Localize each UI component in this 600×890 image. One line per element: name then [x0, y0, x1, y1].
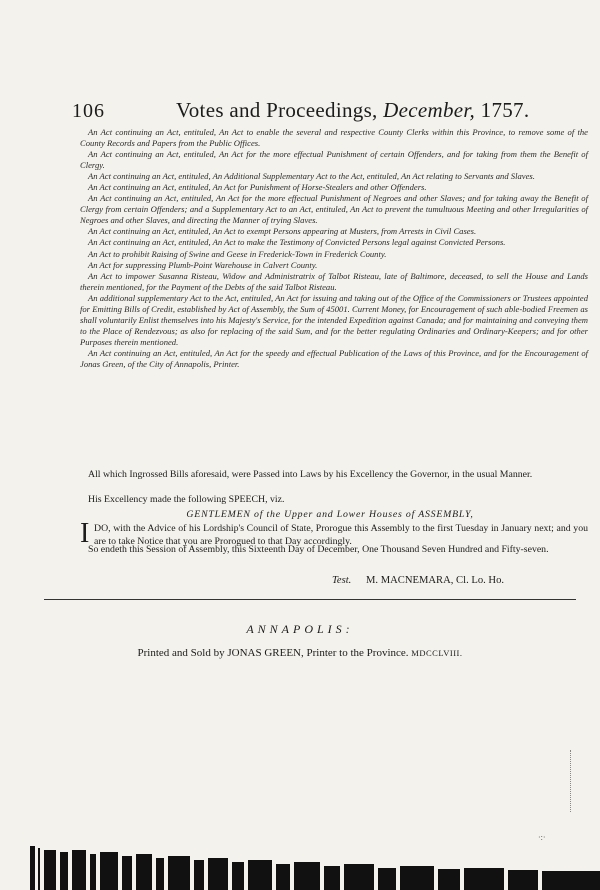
teste-label: Test. [332, 575, 352, 586]
act-entry: An Act continuing an Act, entituled, An Additional Supplementary Act to the Act, entituled, An Act relating to Servants and Slaves. [88, 171, 535, 182]
act-entry: An additional supplementary Act to the Act, entituled, An Act for issuing and taking out of the Office of the Commissioners or Trustees appointed for Emitting Bills of Credit, established by Act of Assembly, the Sum of 45001. Current Money, for Encouragement of such able-bodied Freemen as shall voluntarily Enlist themselves into his Majesty's Service, for the intended Expedition against Canada; and for maintaining and conveying them to the Place of Rendezvous; as also for replacing of the said Sum, and for the better regulating Ordinaries and Ordinary-Keepers; and for other Purposes therein mentioned. [80, 292, 588, 347]
page-header [72, 98, 582, 124]
running-title [176, 98, 529, 123]
binding-stitch-marks [0, 842, 600, 890]
corner-mark: ·:· [538, 833, 546, 842]
acts-list [80, 127, 588, 370]
act-entry: An Act for suppressing Plumb-Point Warehouse in Calvert County. [88, 259, 318, 270]
act-entry: An Act continuing an Act, entituled, An Act to exempt Persons appearing at Musters, from Arrests in Civil Cases. [88, 226, 477, 237]
running-title-year: 1757. [480, 98, 530, 122]
running-title-main: Votes and Proceedings, [176, 98, 378, 122]
margin-dots [570, 750, 577, 812]
act-entry: An Act to impower Susanna Risteau, Widow and Administratrix of Talbot Risteau, late of Baltimore, deceased, to sell the House and Lands therein mentioned, for the Payment of the Debts of the said Talbot Risteau. [80, 270, 588, 292]
imprint-printer: Printed and Sold by JONAS GREEN, Printer to the Province. [137, 647, 409, 659]
act-entry: An Act continuing an Act, entituled, An Act for Punishment of Horse-Stealers and other Offenders. [88, 182, 427, 193]
act-entry: An Act to prohibit Raising of Swine and Geese in Frederick-Town in Frederick County. [88, 248, 387, 259]
attestation [332, 575, 504, 586]
running-title-month: December, [383, 98, 476, 122]
act-entry: An Act continuing an Act, entituled, An Act for the more effectual Punishment of certain Offenders, and for taking from them the Benefit of Clergy. [80, 149, 588, 171]
speech-body: DO, with the Advice of his Lordship's Council of State, Prorogue this Assembly to the first Tuesday in January next; and you are to take Notice that you are Prorogued to that Day accordingly. [94, 523, 588, 547]
binding-edge [0, 842, 600, 890]
act-entry: An Act continuing an Act, entituled, An Act to make the Testimony of Convicted Persons legal against Convicted Persons. [88, 237, 506, 248]
signatory-name: M. MACNEMARA, Cl. Lo. Ho. [366, 575, 505, 586]
speech-salutation: GENTLEMEN of the Upper and Lower Houses of ASSEMBLY, [186, 509, 474, 520]
session-end-paragraph: So endeth this Session of Assembly, this Sixteenth Day of December, One Thousand Seven Hundred and Fifty-seven. [88, 544, 549, 555]
page-number: 106 [72, 100, 105, 122]
act-entry: An Act continuing an Act, entituled, An Act for the more effectual Punishment of Negroes and other Slaves; and for taking away the Benefit of Clergy from certain Offenders; and a Supplementary Act to an Act, entituled, An Act to prevent the tumultuous Meeting and other Irregularities of Negroes and other Slaves, and directing the Manner of trying Slaves. [80, 193, 588, 226]
imprint-year: MDCCLVIII. [411, 648, 463, 658]
passed-into-laws-paragraph: All which Ingrossed Bills aforesaid, were Passed into Laws by his Excellency the Governor, in the usual Manner. [88, 469, 533, 480]
horizontal-rule [44, 599, 576, 600]
imprint-city: ANNAPOLIS: [246, 622, 354, 636]
act-entry: An Act continuing an Act, entituled, An Act for the speedy and effectual Publication of the Laws of this Province, and for the Encouragement of Jonas Green, of the City of Annapolis, Printer. [80, 347, 588, 369]
act-entry: An Act continuing an Act, entituled, An Act to enable the several and respective County Clerks within this Province, to remove some of the County Records and Papers from the Public Offices. [80, 127, 588, 149]
speech-intro-paragraph: His Excellency made the following SPEECH, viz. [88, 494, 285, 505]
imprint-line [0, 647, 600, 659]
speech-drop-cap: I [80, 518, 90, 549]
